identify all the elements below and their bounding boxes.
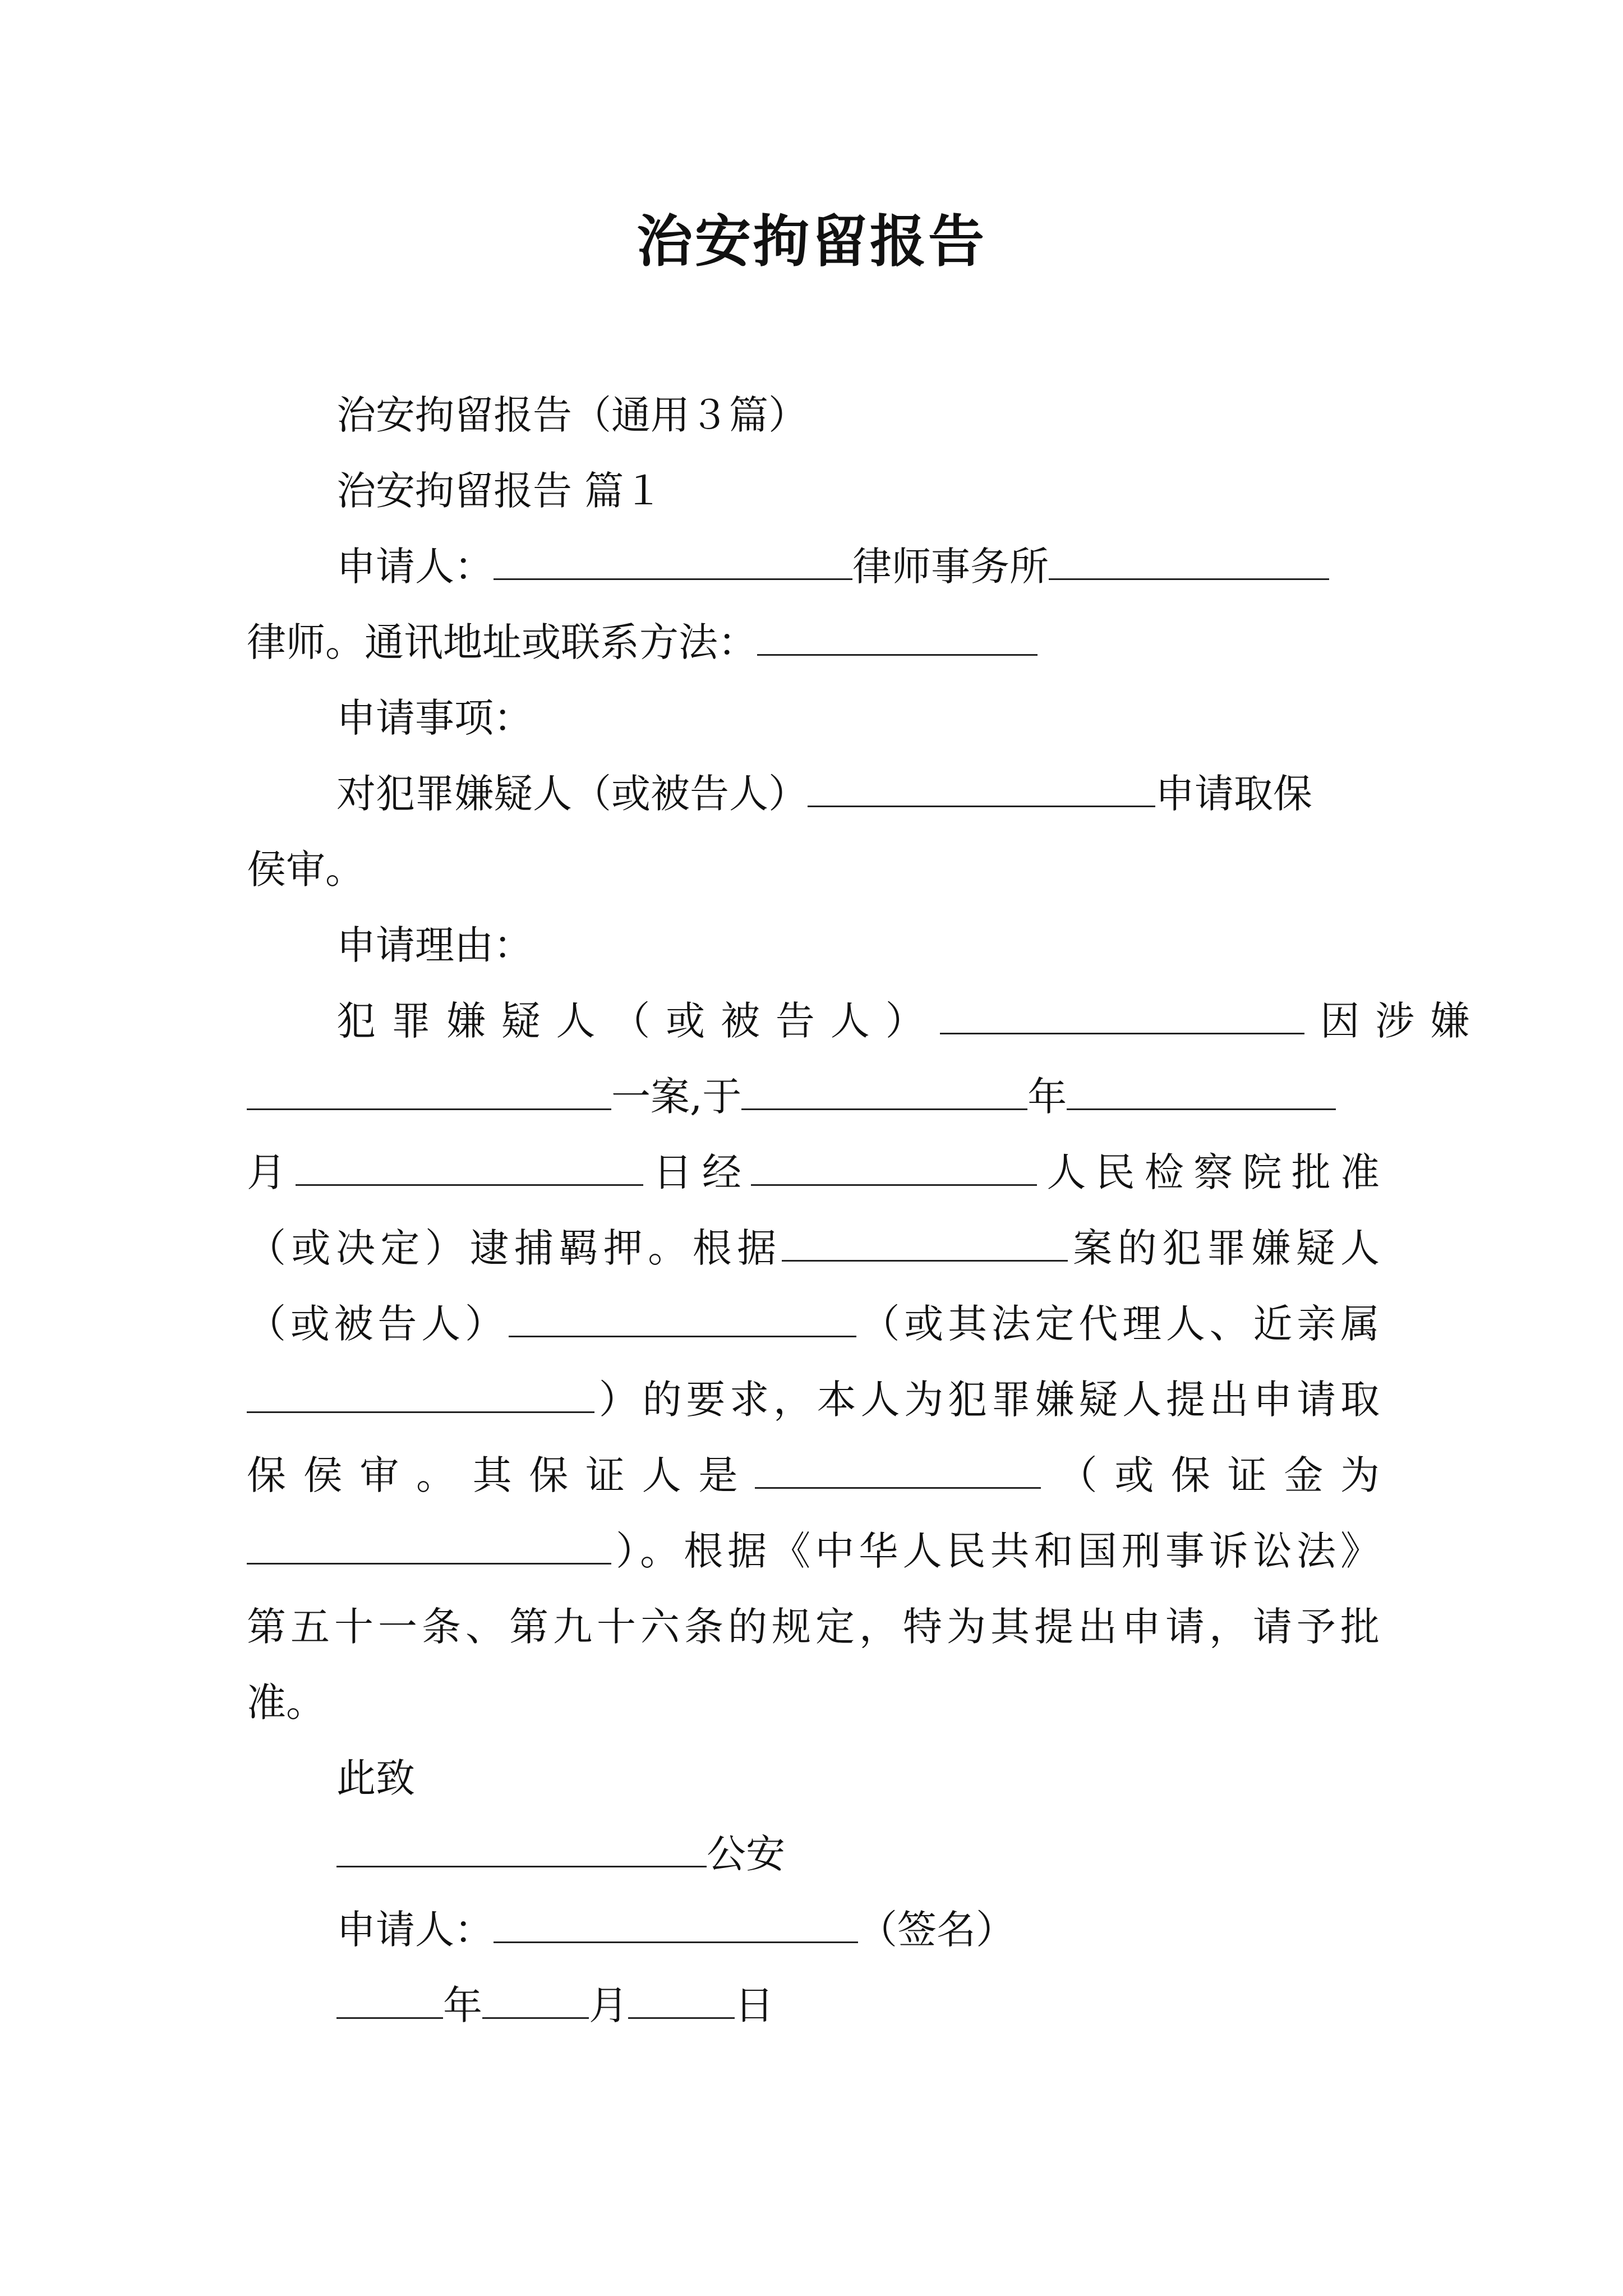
reason-heading-line	[247, 917, 1469, 973]
reason-line-6	[247, 1372, 1380, 1428]
reason-text-1b: 因涉嫌	[1304, 998, 1470, 1044]
reason-text-4b: 案的犯罪嫌疑人	[1067, 1225, 1380, 1271]
date-month-label: 月	[589, 1982, 628, 2028]
request-heading-line	[247, 690, 1469, 746]
signature-line	[247, 1902, 1469, 1958]
section-heading	[247, 463, 1469, 519]
day-blank	[296, 1145, 643, 1186]
year-blank	[741, 1069, 1027, 1110]
date-year-label: 年	[443, 1982, 482, 2028]
law-firm-blank	[494, 539, 852, 580]
reason-line-8	[247, 1523, 1380, 1579]
signature-blank	[494, 1902, 858, 1943]
signature-note: （签名）	[858, 1907, 1015, 1953]
subtitle-line	[247, 387, 1469, 443]
reason-line-4	[247, 1220, 1380, 1276]
section-heading-text: 治安拘留报告 篇１	[336, 468, 663, 514]
reason-text-4a: （或决定）逮捕羁押。根据	[247, 1225, 782, 1271]
recipient-line	[247, 1826, 1469, 1882]
reason-line-1	[247, 993, 1469, 1049]
reason-line-2	[247, 1069, 1380, 1125]
reason-line-3	[247, 1144, 1380, 1200]
date-month-blank	[482, 1978, 589, 2019]
date-day-label: 日	[735, 1982, 774, 2028]
reason-text-3c: 人民检察院批准	[1037, 1149, 1380, 1195]
month-blank	[1067, 1069, 1336, 1110]
recipient-label: 公安	[707, 1831, 785, 1877]
procuratorate-blank	[751, 1145, 1037, 1186]
reason-text-9: 第五十一条、第九十六条的规定，特为其提出申请，请予批	[247, 1604, 1380, 1650]
suspect-blank-2	[940, 993, 1304, 1034]
signature-label: 申请人：	[336, 1907, 494, 1953]
reason-line-5	[247, 1296, 1380, 1352]
applicant-line	[247, 539, 1469, 595]
contact-label: 律师。通讯地址或联系方法：	[247, 619, 757, 665]
reason-text-6a: ）的要求，本人为犯罪嫌疑人提出申请取	[594, 1377, 1380, 1423]
contact-blank	[757, 615, 1038, 656]
reason-text-7a: 保侯审。其保证人是	[247, 1452, 755, 1498]
applicant-label: 申请人：	[336, 544, 494, 590]
date-year-blank	[336, 1978, 443, 2019]
reason-text-5a: （或被告人）	[247, 1301, 509, 1347]
contact-line	[247, 614, 1380, 670]
law-firm-label: 律师事务所	[852, 544, 1049, 590]
salutation-line	[247, 1750, 1469, 1806]
date-day-blank	[628, 1978, 735, 2019]
reason-text-3a: 月	[247, 1149, 296, 1195]
bail-amount-blank	[247, 1524, 611, 1565]
date-line	[247, 1977, 1469, 2033]
reason-text-5b: （或其法定代理人、近亲属	[856, 1301, 1380, 1347]
request-text-b: 申请取保	[1155, 771, 1312, 817]
request-text-a: 对犯罪嫌疑人（或被告人）	[336, 771, 808, 817]
recipient-blank	[336, 1826, 707, 1867]
reason-text-2a: 一案,于	[611, 1074, 742, 1120]
subtitle-text: 治安拘留报告（通用３篇）	[336, 392, 808, 438]
reason-text-2b: 年	[1027, 1074, 1067, 1120]
case-blank	[782, 1221, 1068, 1262]
reason-text-7b: （或保证金为	[1041, 1452, 1380, 1498]
crime-blank	[247, 1069, 611, 1110]
reason-text-3b: 日经	[643, 1149, 751, 1195]
reason-heading: 申请理由：	[336, 922, 533, 968]
relative-blank	[247, 1372, 594, 1413]
defendant-blank	[509, 1296, 856, 1337]
request-line-1	[247, 766, 1469, 822]
lawyer-name-blank	[1049, 539, 1329, 580]
request-line-2	[247, 841, 1380, 898]
reason-line-7	[247, 1447, 1380, 1503]
document-title: 治安拘留报告	[637, 208, 986, 274]
reason-line-10	[247, 1674, 1380, 1731]
request-heading: 申请事项：	[336, 695, 533, 741]
reason-text-8a: ）。根据《中华人民共和国刑事诉讼法》	[611, 1528, 1380, 1574]
reason-text-10: 准。	[247, 1680, 325, 1726]
suspect-name-blank	[808, 766, 1155, 807]
guarantor-blank	[755, 1448, 1041, 1489]
salutation: 此致	[336, 1755, 415, 1801]
request-text-c: 侯审。	[247, 846, 365, 892]
reason-text-1a: 犯罪嫌疑人（或被告人）	[336, 998, 940, 1044]
reason-line-9	[247, 1599, 1380, 1655]
